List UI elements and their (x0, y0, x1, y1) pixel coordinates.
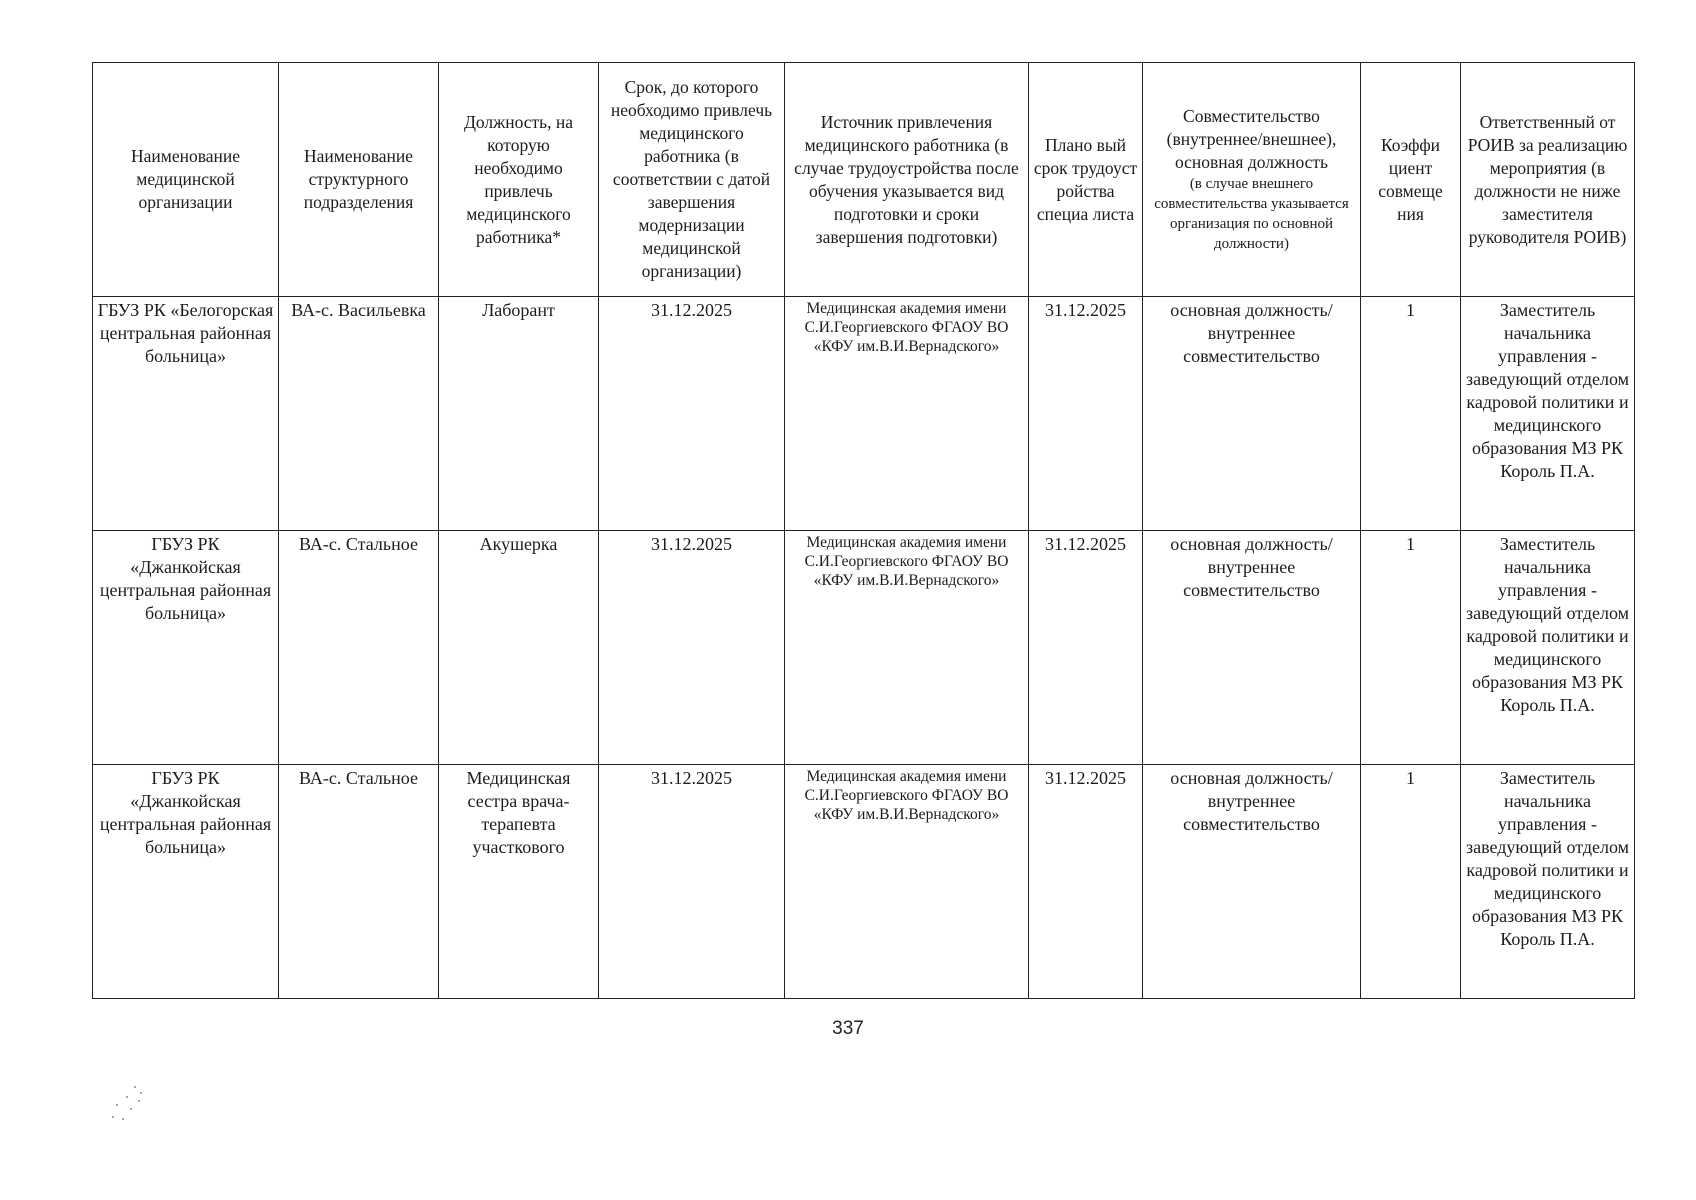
cell-division: ВА-с. Васильевка (279, 297, 439, 531)
cell-responsible: Заместитель начальника управления - заведующий отделом кадровой политики и медицинского образования МЗ РК Король П.А. (1461, 531, 1635, 765)
header-combination-main: Совместительство (внутреннее/внешнее), основная должность (1166, 106, 1337, 172)
cell-position: Акушерка (439, 531, 599, 765)
header-combination-note: (в случае внешнего совместительства указывается организация по основной должности) (1154, 176, 1349, 252)
header-org: Наименование медицинской организации (93, 63, 279, 297)
cell-coefficient: 1 (1361, 531, 1461, 765)
cell-org: ГБУЗ РК «Джанкойская центральная районная больница» (93, 765, 279, 999)
cell-combination: основная должность/ внутреннее совместительство (1143, 531, 1361, 765)
cell-org: ГБУЗ РК «Джанкойская центральная районная больница» (93, 531, 279, 765)
header-coefficient: Коэффи циент совмеще ния (1361, 63, 1461, 297)
table-row (93, 297, 1635, 531)
cell-org: ГБУЗ РК «Белогорская центральная районная больница» (93, 297, 279, 531)
cell-planned-date: 31.12.2025 (1029, 765, 1143, 999)
scan-artifact (108, 1082, 150, 1122)
cell-division: ВА-с. Стальное (279, 765, 439, 999)
cell-responsible: Заместитель начальника управления - заведующий отделом кадровой политики и медицинского образования МЗ РК Король П.А. (1461, 765, 1635, 999)
header-combination (1143, 63, 1361, 297)
header-division: Наименование структурного подразделения (279, 63, 439, 297)
cell-planned-date: 31.12.2025 (1029, 297, 1143, 531)
table-header-row (93, 63, 1635, 297)
header-deadline: Срок, до которого необходимо привлечь медицинского работника (в соответствии с датой завершения модернизации медицинской организации) (599, 63, 785, 297)
cell-source: Медицинская академия имени С.И.Георгиевского ФГАОУ ВО «КФУ им.В.И.Вернадского» (785, 531, 1029, 765)
table-row (93, 765, 1635, 999)
cell-coefficient: 1 (1361, 765, 1461, 999)
staffing-table (92, 62, 1635, 999)
page-number: 337 (832, 1018, 864, 1039)
cell-division: ВА-с. Стальное (279, 531, 439, 765)
cell-combination: основная должность/ внутреннее совместительство (1143, 765, 1361, 999)
header-planned-date: Плано вый срок трудоуст ройства специа листа (1029, 63, 1143, 297)
cell-deadline: 31.12.2025 (599, 765, 785, 999)
cell-source: Медицинская академия имени С.И.Георгиевского ФГАОУ ВО «КФУ им.В.И.Вернадского» (785, 765, 1029, 999)
cell-deadline: 31.12.2025 (599, 297, 785, 531)
cell-position: Лаборант (439, 297, 599, 531)
cell-coefficient: 1 (1361, 297, 1461, 531)
cell-position: Медицинская сестра врача-терапевта участкового (439, 765, 599, 999)
header-position: Должность, на которую необходимо привлечь медицинского работника* (439, 63, 599, 297)
cell-planned-date: 31.12.2025 (1029, 531, 1143, 765)
cell-responsible: Заместитель начальника управления - заведующий отделом кадровой политики и медицинского образования МЗ РК Король П.А. (1461, 297, 1635, 531)
cell-source: Медицинская академия имени С.И.Георгиевского ФГАОУ ВО «КФУ им.В.И.Вернадского» (785, 297, 1029, 531)
cell-combination: основная должность/ внутреннее совместительство (1143, 297, 1361, 531)
header-source: Источник привлечения медицинского работника (в случае трудоустройства после обучения указывается вид подготовки и сроки завершения подготовки) (785, 63, 1029, 297)
cell-deadline: 31.12.2025 (599, 531, 785, 765)
table-row (93, 531, 1635, 765)
header-responsible: Ответственный от РОИВ за реализацию мероприятия (в должности не ниже заместителя руководителя РОИВ) (1461, 63, 1635, 297)
